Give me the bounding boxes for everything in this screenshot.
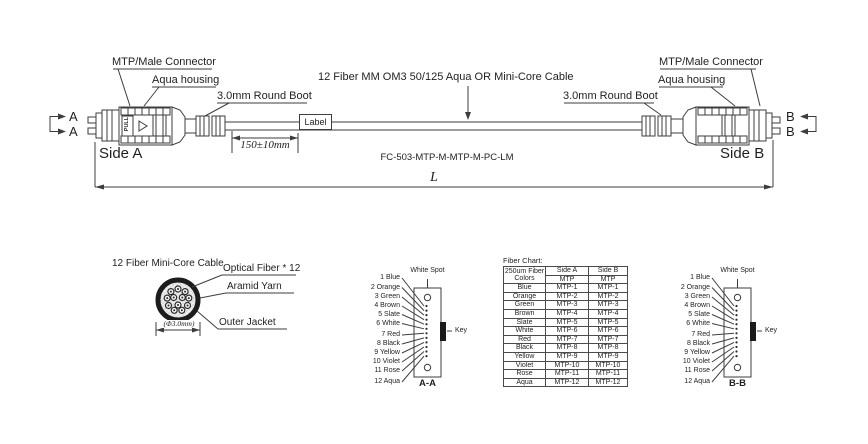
fiber-label: 3 Green — [374, 293, 400, 300]
housing-callout-a: Aqua housing — [152, 74, 220, 86]
housing-callout-b: Aqua housing — [658, 74, 726, 86]
fiber-label: 11 Rose — [684, 367, 710, 374]
fiber-label: 8 Black — [377, 340, 400, 347]
key-label-b: Key — [765, 327, 778, 334]
fiber-label: 3 Green — [684, 293, 710, 300]
section-mark-a-top: A — [69, 109, 78, 124]
fiber-label: 8 Black — [687, 340, 710, 347]
fiber-label: 6 White — [686, 319, 710, 327]
header-cell-side-a: Side A — [546, 267, 589, 276]
fiber-label: 4 Brown — [374, 302, 400, 309]
side-b-label: Side B — [720, 145, 765, 162]
part-number: FC-503-MTP-M-MTP-M-PC-LM — [380, 152, 514, 163]
optical-fiber-callout: Optical Fiber * 12 — [223, 263, 301, 274]
fiber-label: 9 Yellow — [684, 349, 710, 356]
fiber-label: 7 Red — [381, 331, 400, 338]
table-row: Black MTP-8 MTP-8 — [504, 344, 628, 353]
cable-type-callout: 12 Fiber MM OM3 50/125 Aqua OR Mini-Core Cable — [318, 71, 574, 83]
table-row: Rose MTP-11 MTP-11 — [504, 370, 628, 379]
section-a-title: A-A — [419, 378, 436, 389]
aramid-yarn-callout: Aramid Yarn — [227, 281, 282, 292]
fiber-label: 10 Violet — [682, 358, 710, 365]
fiber-label: 9 Yellow — [374, 349, 400, 356]
overall-length-symbol: L — [430, 170, 438, 185]
section-mark-b-top: B — [786, 109, 795, 124]
fiber-label: 1 Blue — [690, 274, 710, 281]
table-row: Green MTP-3 MTP-3 — [504, 301, 628, 310]
cable-label-tag: Label — [299, 114, 332, 130]
white-spot-label-a: White Spot — [410, 267, 445, 274]
fiber-label: 4 Brown — [684, 302, 710, 309]
table-row: Slate MTP-5 MTP-5 — [504, 318, 628, 327]
pinout-b-drawing — [712, 278, 762, 382]
boot-callout-a: 3.0mm Round Boot — [217, 90, 312, 102]
fiber-chart-title: Fiber Chart: — [503, 256, 543, 265]
table-row: White MTP-6 MTP-6 — [504, 327, 628, 336]
diameter-dimension: (Φ3.0mm) — [159, 320, 199, 328]
pinout-a-drawing — [402, 278, 452, 382]
cable-drawing — [225, 122, 642, 130]
fiber-label: 12 Aqua — [684, 378, 710, 385]
key-label-a: Key — [455, 327, 468, 334]
header-cell-colors: 250um Fiber Colors — [504, 267, 545, 283]
outer-jacket-callout: Outer Jacket — [219, 317, 276, 328]
pull-tab-text: PULL — [123, 116, 130, 132]
boot-to-label-dimension: 150±10mm — [240, 139, 290, 151]
table-row: Yellow MTP-9 MTP-9 — [504, 352, 628, 361]
table-row: Red MTP-7 MTP-7 — [504, 335, 628, 344]
fiber-chart-table — [503, 266, 628, 387]
side-a-label: Side A — [99, 145, 143, 162]
fiber-label: 11 Rose — [374, 367, 400, 374]
white-spot-label-b: White Spot — [720, 267, 755, 274]
fiber-label: 5 Slate — [378, 310, 400, 318]
cross-section-title: 12 Fiber Mini-Core Cable — [112, 258, 224, 269]
header-cell-mtp-a: MTP — [546, 275, 589, 284]
fiber-label: 7 Red — [691, 331, 710, 338]
fiber-label: 5 Slate — [688, 310, 710, 318]
section-b-title: B-B — [729, 378, 746, 389]
table-row: Brown MTP-4 MTP-4 — [504, 309, 628, 318]
connector-callout-a: MTP/Male Connector — [112, 56, 216, 68]
table-row: Orange MTP-2 MTP-2 — [504, 292, 628, 301]
table-header-row — [504, 267, 628, 276]
section-mark-b-bottom: B — [786, 124, 795, 139]
table-row: Violet MTP-10 MTP-10 — [504, 361, 628, 370]
table-row: Aqua MTP-12 MTP-12 — [504, 378, 628, 387]
section-mark-a-bottom: A — [69, 124, 78, 139]
fiber-label: 10 Violet — [372, 358, 400, 365]
fiber-label: 6 White — [376, 319, 400, 327]
table-row: Blue MTP-1 MTP-1 — [504, 284, 628, 293]
boot-callout-b: 3.0mm Round Boot — [563, 90, 658, 102]
fiber-label: 2 Orange — [370, 283, 400, 291]
connector-callout-b: MTP/Male Connector — [659, 56, 763, 68]
fiber-label: 2 Orange — [680, 283, 710, 291]
fiber-label: 1 Blue — [380, 274, 400, 281]
header-cell-mtp-b: MTP — [589, 275, 628, 284]
header-cell-side-b: Side B — [589, 267, 628, 276]
fiber-label: 12 Aqua — [374, 378, 400, 385]
